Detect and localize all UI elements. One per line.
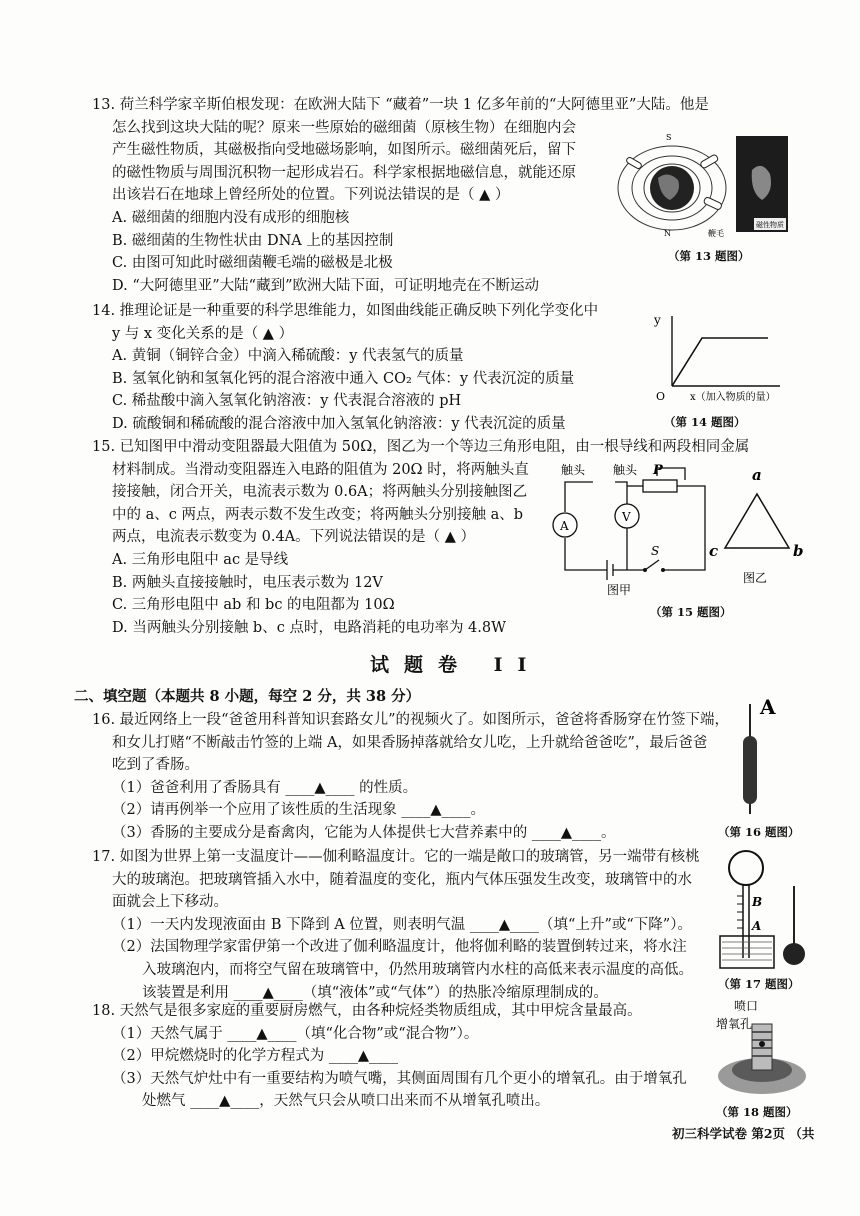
- q14-origin-label: O: [656, 390, 666, 403]
- q17-sub-2: （2）法国物理学家雷伊第一个改进了伽利略温度计，他将伽利略的装置倒转过来，将水注: [112, 939, 687, 956]
- q15-option-c: C. 三角形电阻中 ab 和 bc 的电阻都为 10Ω: [112, 597, 395, 614]
- q13-line-1: 13. 荷兰科学家辛斯伯根发现：在欧洲大陆下 “藏着”一块 1 亿多年前的“大阿德里亚”大陆。他是: [92, 97, 709, 113]
- q18-fig-caption: （第 18 题图）: [716, 1105, 798, 1119]
- question-18: [92, 1000, 687, 1113]
- q15-fig-caption: （第 15 题图）: [650, 605, 732, 619]
- q18-line-1: 18. 天然气是很多家庭的重要厨房燃气，由各种烷烃类物质组成，其中甲烷含量最高。: [92, 1003, 642, 1019]
- q14-fig-caption: （第 14 题图）: [664, 415, 746, 429]
- q13-option-d: D. “大阿德里亚”大陆“藏到”欧洲大陆下面，可证明地壳在不断运动: [112, 277, 539, 294]
- q16-line-1: 16. 最近网络上一段“爸爸用科普知识套路女儿”的视频火了。如图所示，爸爸将香肠穿在竹签下端，: [92, 712, 729, 728]
- q13-n-label: N: [664, 229, 671, 238]
- q13-option-a: A. 磁细菌的细胞内没有成形的细胞核: [112, 209, 350, 226]
- q15-line-2: 材料制成。当滑动变阻器连入电路的阻值为 20Ω 时，将两触头直: [112, 461, 529, 478]
- q13-option-b: B. 磁细菌的生物性状由 DNA 上的基因控制: [112, 232, 394, 249]
- q15-line-1: 15. 已知图甲中滑动变阻器最大阻值为 50Ω，图乙为一个等边三角形电阻，由一根导线和两段相同金属: [92, 439, 750, 455]
- q18-burner-figure: [712, 996, 812, 1102]
- question-16: [92, 709, 729, 845]
- q17-line-1: 17. 如图为世界上第一支温度计——伽利略温度计。它的一端是敞口的玻璃管，另一端带有核桃: [92, 849, 700, 865]
- q15-switch-label: S: [651, 544, 660, 558]
- q15-p-label: P: [653, 463, 663, 478]
- q18-sub-3: （3）天然气炉灶中有一重要结构为喷气嘴，其侧面周围有几个更小的增氧孔。由于增氧孔: [112, 1070, 687, 1087]
- q15-ammeter-label: A: [560, 519, 569, 533]
- q13-option-c: C. 由图可知此时磁细菌鞭毛端的磁极是北极: [112, 255, 393, 272]
- q15-contact-2-label: 触头: [613, 463, 638, 477]
- q16-line-2: 和女儿打赌“不断敲击竹签的上端 A，如果香肠掉落就给女儿吃，上升就给爸爸吃”，最后爸爸: [112, 734, 708, 751]
- q13-line-2: 怎么找到这块大陆的呢？原来一些原始的磁细菌（原核生物）在细胞内会: [112, 119, 576, 136]
- q15-line-5: 两点，电流表示数变为 0.4A。下列说法错误的是（ ▲ ）: [112, 529, 476, 546]
- q14-line-2: y 与 x 变化关系的是（ ▲ ）: [112, 325, 294, 342]
- q13-line-4: 的磁性物质与周围沉积物一起形成岩石。科学家根据地磁信息，就能还原: [112, 164, 576, 181]
- q16-sausage-figure: [738, 692, 788, 822]
- q17-line-2: 大的玻璃泡。把玻璃管插入水中，随着温度的变化，瓶内气体压强发生改变，玻璃管中的水: [112, 871, 692, 888]
- q18-sub-1: （1）天然气属于 ____▲____（填“化合物”或“混合物”）。: [112, 1025, 479, 1042]
- q13-figure: [612, 130, 802, 240]
- section-2-heading-text: 二、填空题（本题共 8 小题，每空 2 分，共 38 分）: [74, 688, 421, 705]
- q16-line-3: 吃到了香肠。: [112, 757, 199, 774]
- q15-fig-yi: 图乙: [743, 571, 768, 585]
- q14-option-a: A. 黄铜（铜锌合金）中滴入稀硫酸：y 代表氢气的质量: [112, 348, 464, 365]
- q15-line-4: 中的 a、c 两点，两表示数不发生改变；将两触头分别接触 a、b: [112, 506, 524, 523]
- section-title: 试题卷 II: [370, 654, 542, 676]
- q15-circuit-diagram: [545, 460, 815, 600]
- question-17: [92, 846, 700, 1004]
- q16-sub-2: （2）请再例举一个应用了该性质的生活现象 ____▲____。: [112, 802, 485, 819]
- q15-option-a: A. 三角形电阻中 ac 是导线: [112, 551, 289, 568]
- q15-line-3: 接接触，闭合开关，电流表示数为 0.6A；将两触头分别接触图乙: [112, 484, 528, 501]
- q16-sub-3: （3）香肠的主要成分是畜禽肉，它能为人体提供七大营养素中的 ____▲____。: [112, 824, 616, 841]
- q18-nozzle-label: 喷口: [734, 999, 759, 1013]
- q16-fig-caption: （第 16 题图）: [718, 825, 800, 839]
- q16-sub-1: （1）爸爸利用了香肠具有 ____▲____ 的性质。: [112, 779, 418, 796]
- section-2-heading: [74, 686, 420, 709]
- q17-line-3: 面就会上下移动。: [112, 894, 228, 911]
- q17-sub-2-cont-2: 该装置是利用 ____▲____（填“液体”或“气体”）的热胀冷缩原理制成的。: [142, 984, 608, 1001]
- q13-flagellum-label: 鞭毛: [708, 229, 724, 238]
- question-14: [92, 300, 598, 436]
- q15-point-b: b: [793, 542, 804, 560]
- q14-x-axis-label: x（加入物质的量）: [690, 392, 776, 403]
- q17-fig-caption: （第 17 题图）: [718, 977, 800, 991]
- q15-fig-jia: 图甲: [607, 583, 632, 597]
- q14-option-d: D. 硫酸铜和稀硫酸的混合溶液中加入氢氧化钠溶液：y 代表沉淀的质量: [112, 415, 566, 432]
- q15-voltmeter-label: V: [622, 510, 631, 524]
- q15-option-d: D. 当两触头分别接触 b、c 点时，电路消耗的电功率为 4.8W: [112, 619, 507, 636]
- q14-line-1: 14. 推理论证是一种重要的科学思维能力，如图曲线能正确反映下列化学变化中: [92, 303, 599, 319]
- q16-a-label: A: [760, 695, 776, 719]
- q14-option-b: B. 氢氧化钠和氢氧化钙的混合溶液中通入 CO₂ 气体：y 代表沉淀的质量: [112, 370, 575, 387]
- q15-option-b: B. 两触头直接接触时，电压表示数为 12V: [112, 574, 383, 591]
- q15-point-c: c: [709, 542, 719, 560]
- q18-sub-2: （2）甲烷燃烧时的化学方程式为 ____▲____: [112, 1048, 398, 1065]
- q13-s-label: S: [666, 133, 672, 142]
- q13-line-5: 出该岩石在地球上曾经所处的位置。下列说法错误的是（ ▲ ）: [112, 187, 510, 204]
- q14-graph: [650, 308, 790, 408]
- q17-sub-1: （1）一天内发现液面由 B 下降到 A 位置，则表明气温 ____▲____（填“上升”或“下降”）。: [112, 916, 692, 933]
- q14-option-c: C. 稀盐酸中滴入氢氧化钠溶液：y 代表混合溶液的 pH: [112, 393, 462, 410]
- q13-magnetic-label: 磁性物质: [756, 221, 784, 229]
- q17-thermometer-figure: [712, 846, 812, 974]
- q17-a-label: A: [752, 919, 762, 933]
- q17-sub-2-cont-1: 入玻璃泡内，而将空气留在玻璃管中，仍然用玻璃管内水柱的高低来表示温度的高低。: [142, 961, 693, 978]
- q13-fig-caption: （第 13 题图）: [668, 249, 750, 263]
- q15-point-a: a: [752, 466, 762, 484]
- q13-line-3: 产生磁性物质，其磁极指向受地磁场影响，如图所示。磁细菌死后，留下: [112, 142, 576, 159]
- page-footer: 初三科学试卷 第2页 （共: [672, 1126, 815, 1141]
- q15-contact-1-label: 触头: [561, 463, 586, 477]
- q17-b-label: B: [752, 895, 763, 909]
- q18-hole-label: 增氧孔: [716, 1017, 753, 1031]
- q14-y-axis-label: y: [654, 313, 661, 327]
- q18-sub-3-cont: 处燃气 ____▲____，天然气只会从喷口出来而不从增氧孔喷出。: [142, 1093, 550, 1110]
